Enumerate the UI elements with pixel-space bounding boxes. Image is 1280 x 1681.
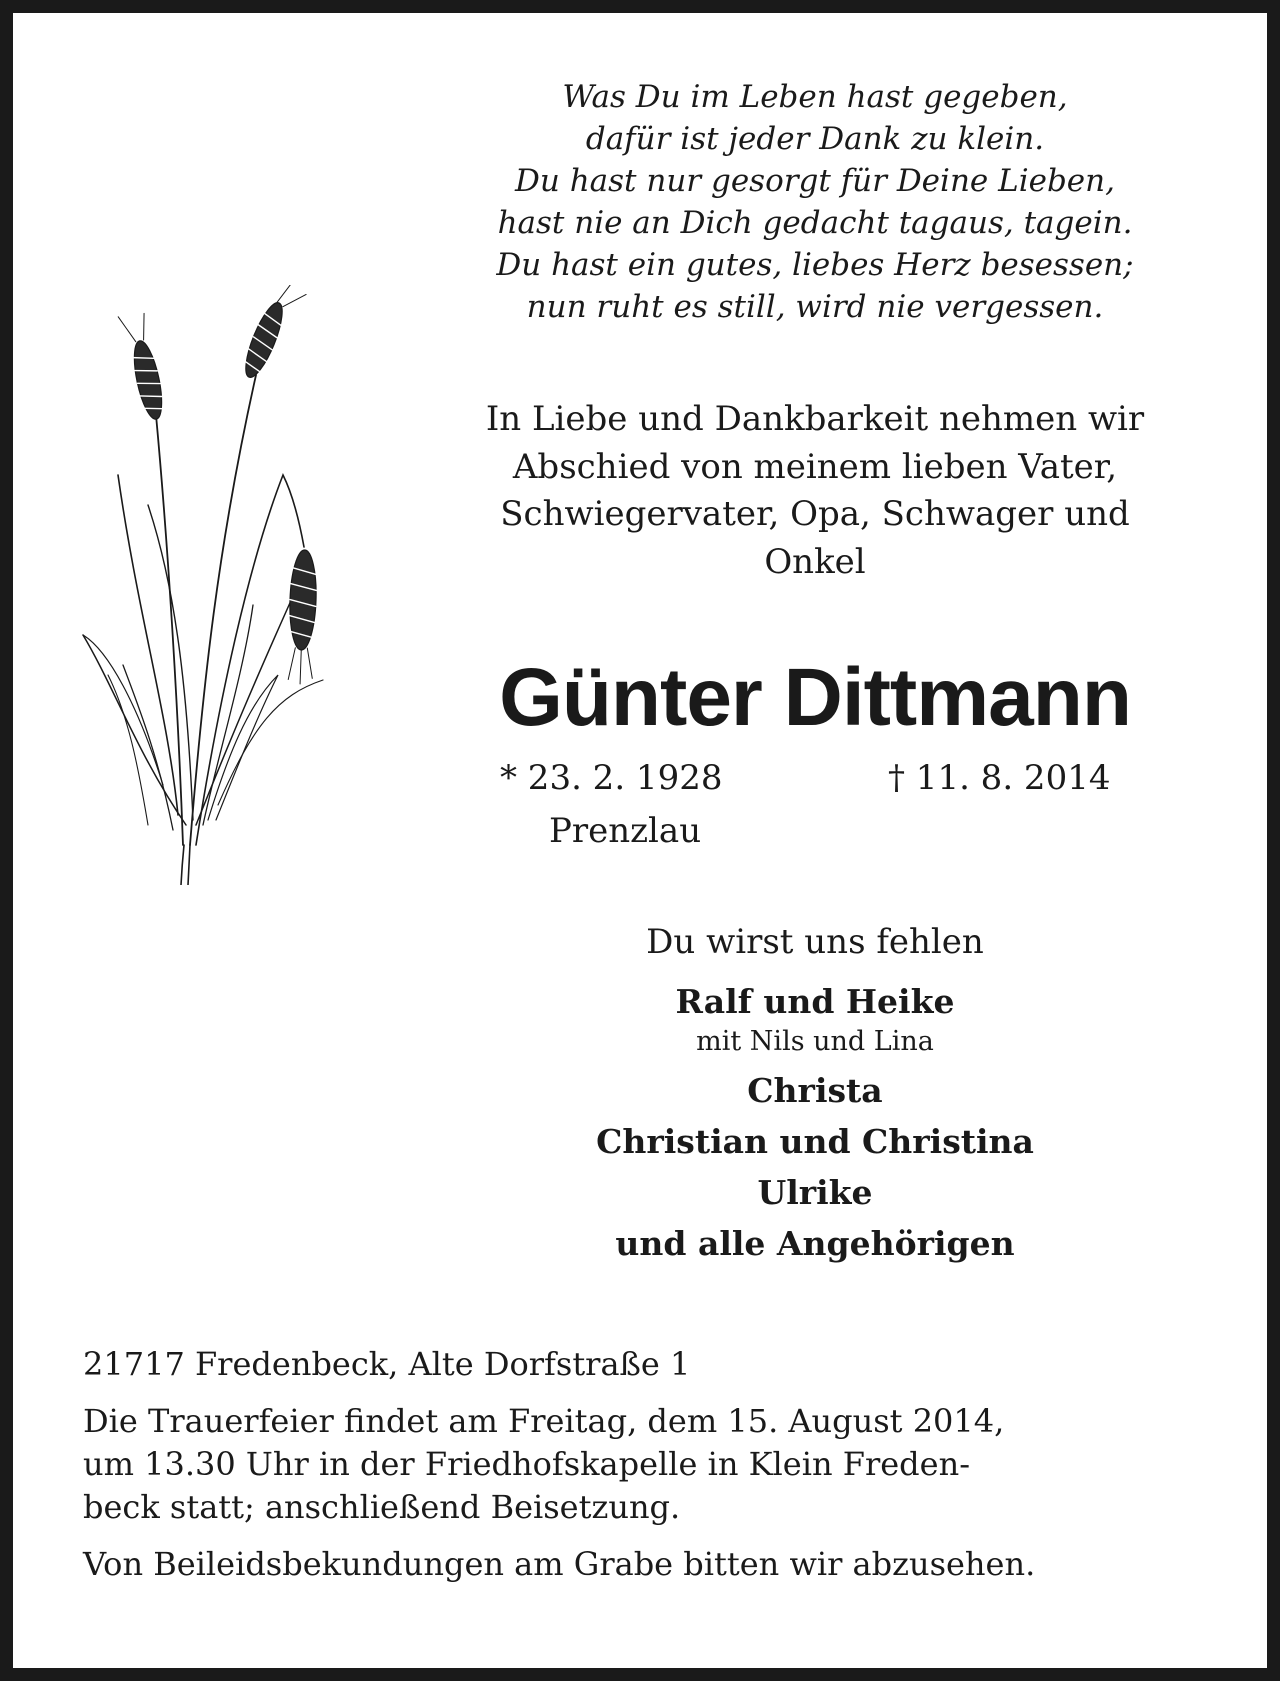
farewell-line: Onkel [764, 541, 866, 582]
poem-line: Was Du im Leben hast gegeben, [562, 79, 1068, 115]
address: 21717 Fredenbeck, Alte Dorfstraße 1 [83, 1345, 691, 1383]
mourner-name: Ralf und Heike [675, 982, 955, 1021]
farewell-line: Schwiegervater, Opa, Schwager und [500, 494, 1130, 534]
death-date: † 11. 8. 2014 [888, 758, 1111, 798]
ceremony-line: um 13.30 Uhr in der Friedhofskapelle in Klein Freden- [83, 1445, 971, 1483]
poem-line: hast nie an Dich gedacht tagaus, tagein. [497, 205, 1133, 241]
poem-line: dafür ist jeder Dank zu klein. [585, 121, 1045, 157]
poem-line: Du hast nur gesorgt für Deine Lieben, [515, 163, 1115, 199]
mourner-name: Ulrike [757, 1173, 873, 1212]
birthplace: Prenzlau [549, 811, 702, 851]
poem-line: Du hast ein gutes, liebes Herz besessen; [496, 247, 1134, 283]
mourner-name: Christian und Christina [596, 1122, 1034, 1161]
birth-date: * 23. 2. 1928 [500, 758, 723, 798]
poem-line: nun ruht es still, wird nie vergessen. [526, 289, 1104, 325]
wheat-stalks-icon [78, 285, 348, 885]
notice-footer [83, 1343, 1213, 1586]
farewell-line: In Liebe und Dankbarkeit nehmen wir [485, 399, 1145, 439]
farewell-line: Abschied von meinem lieben Vater, [512, 446, 1118, 487]
memorial-poem [420, 76, 1210, 328]
ceremony-info [83, 1400, 1213, 1529]
mourner-sub: mit Nils und Lina [696, 1026, 934, 1057]
mourner-name: und alle Angehörigen [615, 1224, 1015, 1263]
mourners-heading: Du wirst uns fehlen [646, 922, 984, 962]
mourner-name: Christa [747, 1071, 883, 1110]
condolence-note: Von Beileidsbekundungen am Grabe bitten wir abzusehen. [83, 1545, 1036, 1583]
farewell-text [400, 396, 1230, 586]
deceased-name: Günter Dittmann [499, 652, 1131, 743]
mourners-list [420, 918, 1210, 1269]
ceremony-line: Die Trauerfeier findet am Freitag, dem 15. August 2014, [83, 1402, 1005, 1440]
ceremony-line: beck statt; anschließend Beisetzung. [83, 1488, 681, 1526]
